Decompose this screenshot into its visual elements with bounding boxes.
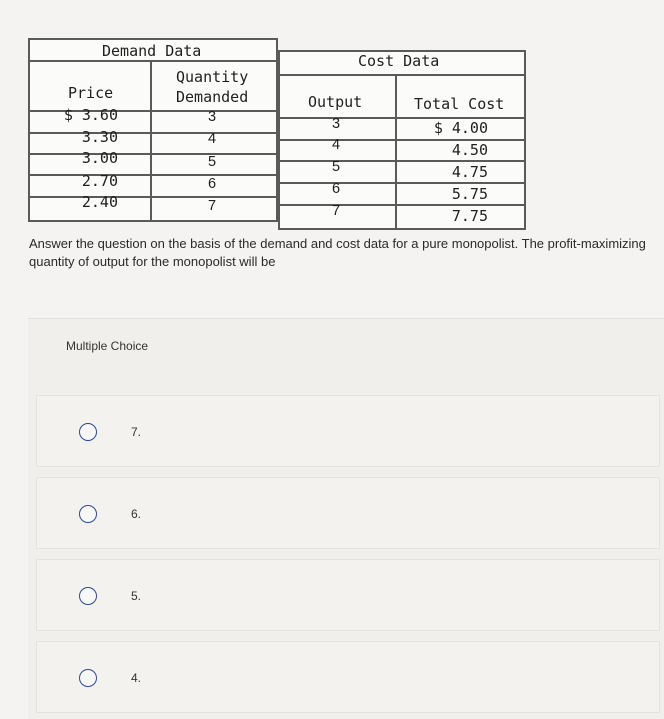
output-cell: 7 (331, 203, 341, 219)
quantity-column-header-line2: Demanded (176, 88, 249, 106)
choice-option-label: 4. (131, 671, 142, 685)
price-cell: 3.00 (81, 149, 118, 167)
total-cost-column-header: Total Cost (414, 95, 505, 113)
radio-circle-icon[interactable] (79, 669, 97, 687)
radio-circle-icon[interactable] (79, 505, 97, 523)
demand-data-box (28, 38, 278, 222)
quantity-cell: 5 (207, 154, 217, 170)
price-cell: $ 3.60 (63, 106, 118, 124)
choice-option[interactable] (36, 477, 660, 549)
output-cell: 6 (331, 181, 341, 197)
choice-option[interactable] (36, 641, 660, 713)
price-cell: 2.40 (81, 193, 118, 211)
multiple-choice-label: Multiple Choice (66, 339, 149, 353)
price-cell: 3.30 (81, 128, 118, 146)
price-cell: 2.70 (81, 172, 118, 190)
choice-option[interactable] (36, 559, 660, 631)
radio-circle-icon[interactable] (79, 423, 97, 441)
question-text: Answer the question on the basis of the demand and cost data for a pure monopolist. The profit-maximizing quantity of output for the monopolist will be (29, 236, 646, 269)
total-cost-cell: 5.75 (451, 185, 488, 203)
choice-option[interactable] (36, 395, 660, 467)
demand-data-header: Demand Data (102, 42, 202, 60)
choice-option-label: 5. (131, 589, 142, 603)
multiple-choice-card (28, 318, 664, 719)
total-cost-cell: 7.75 (451, 207, 488, 225)
total-cost-cell: $ 4.00 (433, 119, 488, 137)
quantity-cell: 6 (207, 176, 217, 192)
quantity-cell: 3 (207, 109, 217, 125)
total-cost-cell: 4.50 (451, 141, 488, 159)
output-column-header: Output (308, 93, 363, 111)
price-column-header: Price (68, 84, 114, 102)
data-table (28, 38, 526, 230)
cost-data-header: Cost Data (358, 52, 440, 70)
quantity-cell: 4 (207, 131, 217, 147)
choice-option-label: 6. (131, 507, 142, 521)
quantity-cell: 7 (207, 198, 217, 214)
radio-circle-icon[interactable] (79, 587, 97, 605)
output-cell: 4 (331, 137, 341, 153)
quantity-column-header-line1: Quantity (176, 68, 249, 86)
output-cell: 5 (331, 159, 341, 175)
total-cost-cell: 4.75 (451, 163, 488, 181)
output-cell: 3 (331, 116, 341, 132)
choice-option-label: 7. (131, 425, 142, 439)
